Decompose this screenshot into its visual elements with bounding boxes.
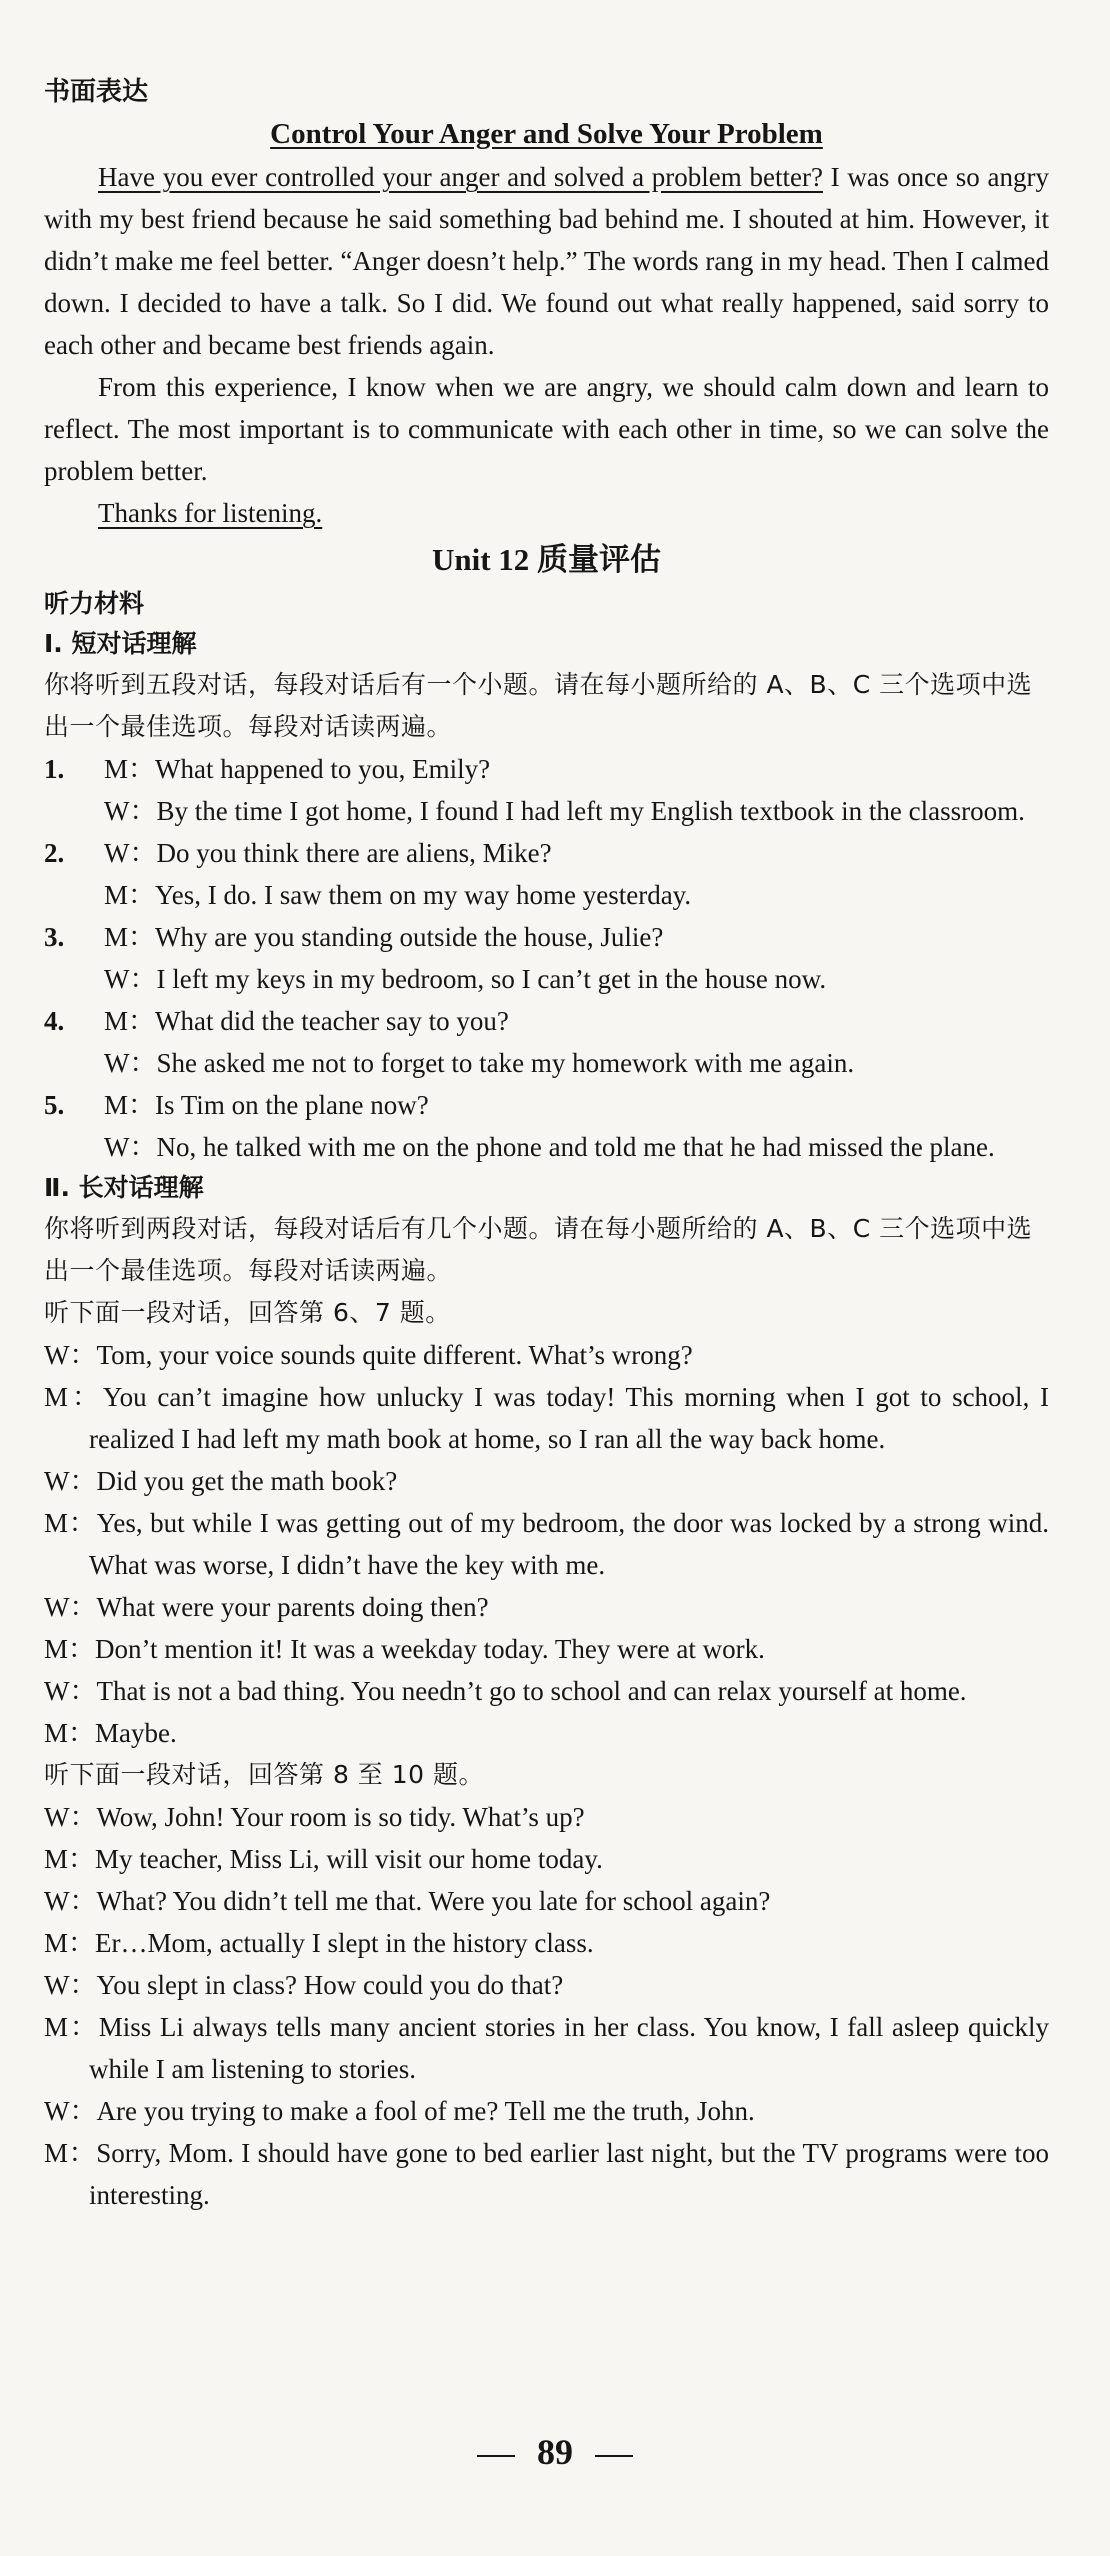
part2-heading: Ⅱ. 长对话理解 — [44, 1173, 204, 1202]
dialog-line: M：Er…Mom, actually I slept in the history class. — [44, 1928, 594, 1958]
question-5-line-b: W：No, he talked with me on the phone and told me that he had missed the plane. — [104, 1132, 995, 1162]
page-number-dash-right — [595, 2455, 633, 2457]
question-5 — [44, 1084, 1049, 1168]
question-number: 4. — [44, 1006, 65, 1036]
essay-opening-question: Have you ever controlled your anger and solved a problem better? — [98, 162, 823, 192]
question-number: 1. — [44, 754, 65, 784]
question-number: 3. — [44, 922, 65, 952]
question-4-line-b: W：She asked me not to forget to take my homework with me again. — [104, 1048, 855, 1078]
dialog-line: W：Did you get the math book? — [44, 1466, 398, 1496]
unit-title: Unit 12 质量评估 — [431, 542, 662, 577]
dialog-1 — [44, 1334, 1049, 1754]
page-number-dash-left — [477, 2455, 515, 2457]
question-4-line-a: 4. M：What did the teacher say to you? — [44, 1000, 1049, 1042]
essay-title: Control Your Anger and Solve Your Problem — [270, 118, 823, 150]
question-number: 2. — [44, 838, 65, 868]
dialog-line: M：Maybe. — [44, 1718, 177, 1748]
essay-paragraph-1 — [44, 156, 1049, 366]
dialog-line: W：Are you trying to make a fool of me? Tell me the truth, John. — [44, 2096, 755, 2126]
part1-heading: Ⅰ. 短对话理解 — [44, 629, 197, 658]
question-3-line-b: W：I left my keys in my bedroom, so I can’t get in the house now. — [104, 964, 827, 994]
essay-closing — [44, 492, 1049, 534]
part1-instructions: 你将听到五段对话，每段对话后有一个小题。请在每小题所给的 A、B、C 三个选项中选出一个最佳选项。每段对话读两遍。 — [44, 670, 1033, 741]
dialog-line: W：That is not a bad thing. You needn’t go to school and can relax yourself at home. — [44, 1676, 967, 1706]
dialog-2 — [44, 1796, 1049, 2216]
question-3-line-a: 3. M：Why are you standing outside the house, Julie? — [44, 916, 1049, 958]
dialog-line: W：What were your parents doing then? — [44, 1592, 489, 1622]
dialog-line: W：Tom, your voice sounds quite different. What’s wrong? — [44, 1340, 693, 1370]
dialog-line: W：You slept in class? How could you do that? — [44, 1970, 564, 2000]
dialog-line: M：Sorry, Mom. I should have gone to bed earlier last night, but the TV programs were too interesting. — [44, 2138, 1049, 2210]
question-2 — [44, 832, 1049, 916]
question-2-line-b: M：Yes, I do. I saw them on my way home yesterday. — [104, 880, 692, 910]
dialog-line: M：Miss Li always tells many ancient stories in her class. You know, I fall asleep quickly while I am listening to stories. — [44, 2012, 1049, 2084]
question-1-line-b: W：By the time I got home, I found I had left my English textbook in the classroom. — [104, 796, 1025, 826]
essay-paragraph-2: From this experience, I know when we are angry, we should calm down and learn to reflect. The most important is to communicate with each other in time, so we can solve the problem better. — [44, 372, 1049, 486]
dialog-line: M：Yes, but while I was getting out of my bedroom, the door was locked by a strong wind. What was worse, I didn’t have the key with me. — [44, 1508, 1049, 1580]
question-2-line-a: 2. W：Do you think there are aliens, Mike? — [44, 832, 1049, 874]
question-3 — [44, 916, 1049, 1000]
writing-heading: 书面表达 — [44, 77, 149, 107]
part2-instructions: 你将听到两段对话，每段对话后有几个小题。请在每小题所给的 A、B、C 三个选项中选出一个最佳选项。每段对话读两遍。 — [44, 1214, 1033, 1285]
dialog-line: M：You can’t imagine how unlucky I was today! This morning when I got to school, I realized I had left my math book at home, so I ran all the way back home. — [44, 1382, 1049, 1454]
essay-paragraph-1-body: I was once so angry with my best friend because he said something bad behind me. I shouted at him. However, it didn’t make me feel better. “Anger doesn’t help.” The words rang in my head. Then I calmed down. I decided to have a talk. So I did. We found out what really happened, said sorry to each other and became best friends again. — [44, 162, 1049, 360]
dialog-line: W：Wow, John! Your room is so tidy. What’s up? — [44, 1802, 585, 1832]
page-number — [0, 2430, 1110, 2474]
question-1-line-a: 1. M：What happened to you, Emily? — [44, 748, 1049, 790]
dialog1-intro: 听下面一段对话，回答第 6、7 题。 — [44, 1298, 451, 1327]
question-5-line-a: 5. M：Is Tim on the plane now? — [44, 1084, 1049, 1126]
essay-closing-text: Thanks for listening. — [98, 498, 323, 528]
dialog2-intro: 听下面一段对话，回答第 8 至 10 题。 — [44, 1760, 485, 1789]
dialog-line: M：Don’t mention it! It was a weekday today. They were at work. — [44, 1634, 765, 1664]
content-column — [44, 72, 1049, 2216]
dialog-line: M：My teacher, Miss Li, will visit our home today. — [44, 1844, 603, 1874]
question-number: 5. — [44, 1090, 65, 1120]
dialog-line: W：What? You didn’t tell me that. Were you late for school again? — [44, 1886, 771, 1916]
listening-heading: 听力材料 — [44, 589, 145, 618]
page-number-value: 89 — [537, 2432, 573, 2472]
question-4 — [44, 1000, 1049, 1084]
question-1 — [44, 748, 1049, 832]
